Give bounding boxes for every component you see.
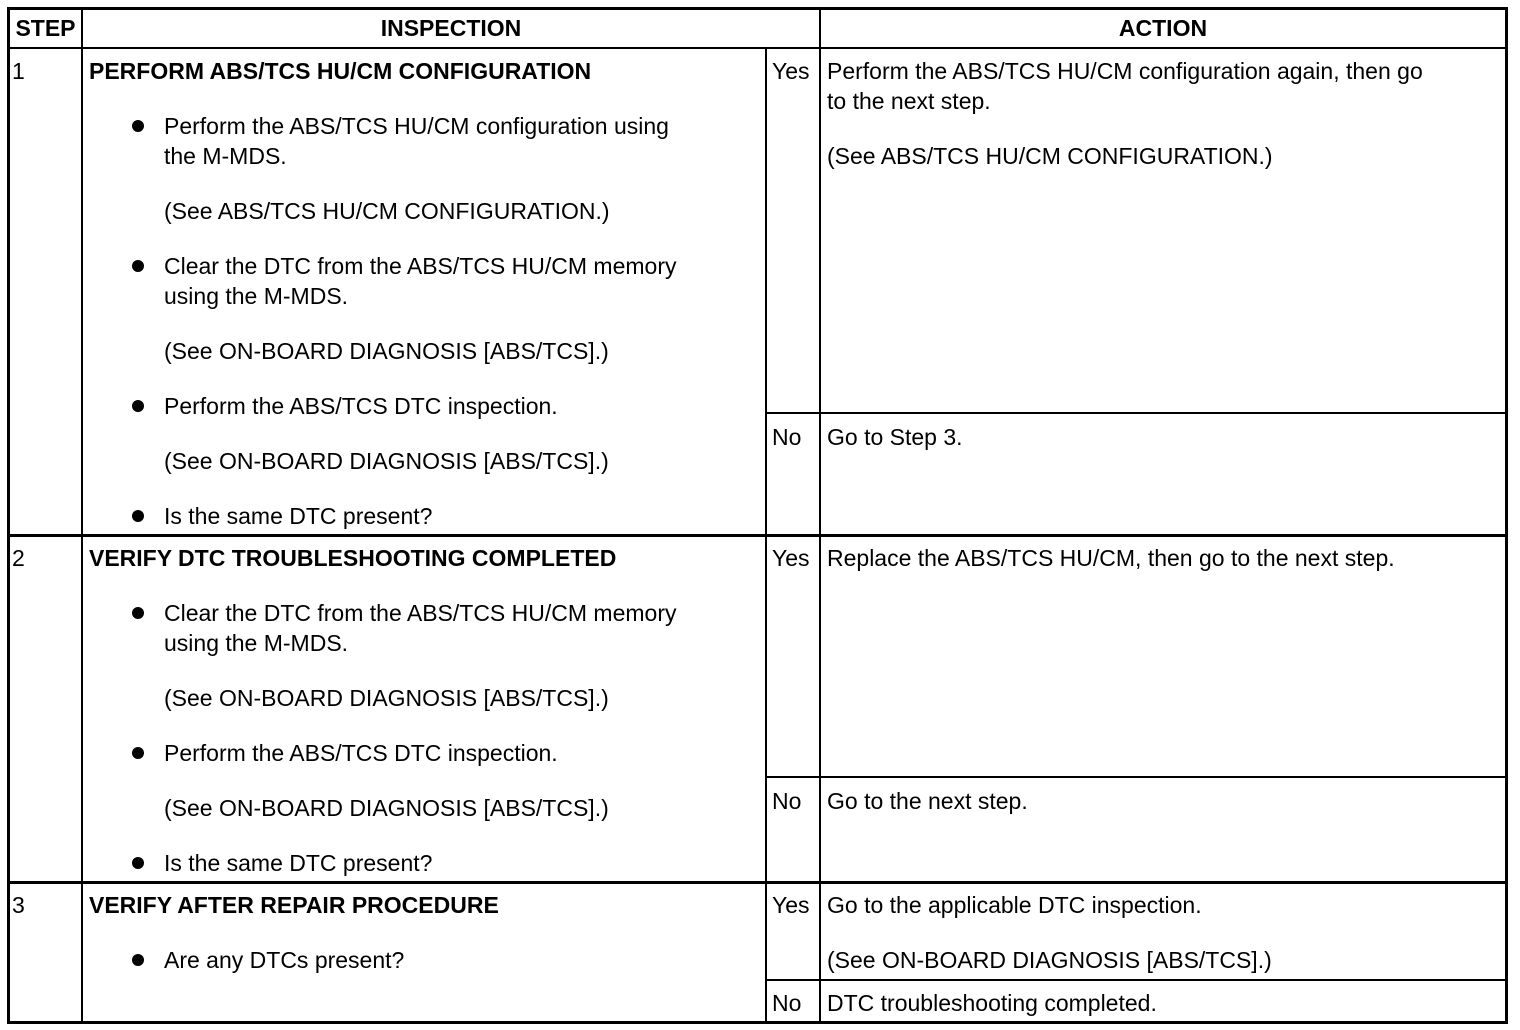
step-number: 1 xyxy=(12,58,25,84)
inspection-reference: (See ON-BOARD DIAGNOSIS [ABS/TCS].) xyxy=(164,338,609,364)
step3-yes-no-divider xyxy=(765,979,1508,981)
step1-divider xyxy=(7,534,1508,537)
inspection-line: the M-MDS. xyxy=(164,143,287,169)
step-column-divider xyxy=(81,7,83,1024)
header-divider xyxy=(7,47,1508,49)
inspection-question: Is the same DTC present? xyxy=(164,850,433,876)
bullet-icon xyxy=(132,954,144,966)
inspection-line: Perform the ABS/TCS DTC inspection. xyxy=(164,740,558,766)
inspection-reference: (See ON-BOARD DIAGNOSIS [ABS/TCS].) xyxy=(164,448,609,474)
action-line: DTC troubleshooting completed. xyxy=(827,990,1157,1016)
action-line: Perform the ABS/TCS HU/CM configuration again, then go xyxy=(827,58,1423,84)
inspection-question: Are any DTCs present? xyxy=(164,947,405,973)
bullet-icon xyxy=(132,747,144,759)
result-label-divider xyxy=(765,48,767,1024)
inspection-line: Perform the ABS/TCS DTC inspection. xyxy=(164,393,558,419)
action-line: Replace the ABS/TCS HU/CM, then go to the next step. xyxy=(827,545,1395,571)
header-inspection: INSPECTION xyxy=(380,15,522,41)
inspection-reference: (See ON-BOARD DIAGNOSIS [ABS/TCS].) xyxy=(164,685,609,711)
result-no-label: No xyxy=(772,424,802,450)
result-yes-label: Yes xyxy=(772,892,810,918)
action-line: Go to Step 3. xyxy=(827,424,963,450)
result-yes-label: Yes xyxy=(772,58,810,84)
inspection-question: Is the same DTC present? xyxy=(164,503,433,529)
inspection-line: using the M-MDS. xyxy=(164,283,349,309)
step2-divider xyxy=(7,881,1508,884)
bullet-icon xyxy=(132,120,144,132)
result-no-label: No xyxy=(772,788,802,814)
action-line: Go to the applicable DTC inspection. xyxy=(827,892,1202,918)
header-action: ACTION xyxy=(1118,15,1208,41)
bullet-icon xyxy=(132,400,144,412)
step-number: 2 xyxy=(12,545,25,571)
inspection-line: Perform the ABS/TCS HU/CM configuration using xyxy=(164,113,669,139)
step-number: 3 xyxy=(12,892,25,918)
bullet-icon xyxy=(132,857,144,869)
header-step: STEP xyxy=(15,15,76,41)
inspection-line: Clear the DTC from the ABS/TCS HU/CM memory xyxy=(164,253,677,279)
step-title: VERIFY AFTER REPAIR PROCEDURE xyxy=(89,892,499,918)
action-line: Go to the next step. xyxy=(827,788,1028,814)
step-title: VERIFY DTC TROUBLESHOOTING COMPLETED xyxy=(89,545,617,571)
bullet-icon xyxy=(132,510,144,522)
result-yes-label: Yes xyxy=(772,545,810,571)
inspection-line: using the M-MDS. xyxy=(164,630,349,656)
action-reference: (See ABS/TCS HU/CM CONFIGURATION.) xyxy=(827,143,1273,169)
inspection-line: Clear the DTC from the ABS/TCS HU/CM memory xyxy=(164,600,677,626)
bullet-icon xyxy=(132,607,144,619)
action-line: to the next step. xyxy=(827,88,991,114)
inspection-action-divider xyxy=(819,7,821,1024)
action-reference: (See ON-BOARD DIAGNOSIS [ABS/TCS].) xyxy=(827,947,1272,973)
step1-yes-no-divider xyxy=(765,412,1508,414)
inspection-reference: (See ABS/TCS HU/CM CONFIGURATION.) xyxy=(164,198,610,224)
bullet-icon xyxy=(132,260,144,272)
step-title: PERFORM ABS/TCS HU/CM CONFIGURATION xyxy=(89,58,592,84)
result-no-label: No xyxy=(772,990,802,1016)
step2-yes-no-divider xyxy=(765,776,1508,778)
inspection-reference: (See ON-BOARD DIAGNOSIS [ABS/TCS].) xyxy=(164,795,609,821)
